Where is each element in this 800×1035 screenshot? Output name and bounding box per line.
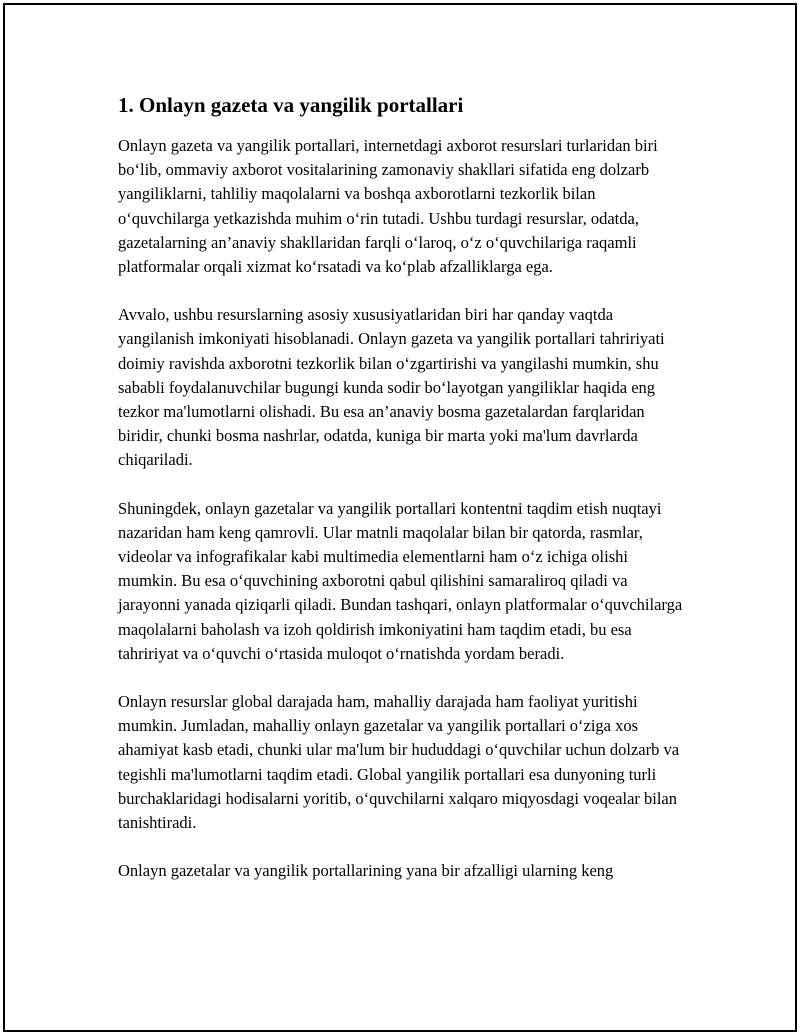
paragraph-advantage: Onlayn gazetalar va yangilik portallarining yana bir afzalligi ularning keng	[118, 861, 614, 881]
document-body	[118, 88, 683, 907]
paragraph-global-local: Onlayn resurslar global darajada ham, mahalliy darajada ham faoliyat yuritishi mumkin. Jumladan, mahalliy onlayn gazetalar va yangilik portallari o‘ziga xos ahamiyat kasb etadi, chunki ular ma'lum bir hududdagi o‘quvchilar uchun dolzarb va tegishli ma'lumotlarni taqdim etadi. Global yangilik portallari esa dunyoning turli burchaklaridagi hodisalarni yoritib, o‘quvchilarni xalqaro miqyosdagi voqealar bilan tanishtiradi.	[118, 692, 680, 833]
paragraph-intro: Onlayn gazeta va yangilik portallari, internetdagi axborot resurslari turlaridan biri bo‘lib, ommaviy axborot vositalarining zamonaviy shakllari sifatida eng dolzarb yangiliklarni, tahliliy maqolalarni va boshqa axborotlarni tezkorlik bilan o‘quvchilarga yetkazishda muhim o‘rin tutadi. Ushbu turdagi resurslar, odatda, gazetalarning an’anaviy shakllaridan farqli o‘laroq, o‘z o‘quvchilariga raqamli platformalar orqali xizmat ko‘rsatadi va ko‘plab afzalliklarga ega.	[118, 136, 658, 277]
section-heading: 1. Onlayn gazeta va yangilik portallari	[118, 93, 464, 117]
paragraph-updates: Avvalo, ushbu resurslarning asosiy xususiyatlaridan biri har qanday vaqtda yangilanish imkoniyati hisoblanadi. Onlayn gazeta va yangilik portallari tahririyati doimiy ravishda axborotni tezkorlik bilan o‘zgartirishi va yangilashi mumkin, shu sababli foydalanuvchilar bugungi kunda sodir bo‘layotgan yangiliklar haqida eng tezkor ma'lumotlarni olishadi. Bu esa an’anaviy bosma gazetalardan farqlaridan biridir, chunki bosma nashrlar, odatda, kuniga bir marta yoki ma'lum davrlarda chiqariladi.	[118, 305, 665, 470]
paragraph-multimedia: Shuningdek, onlayn gazetalar va yangilik portallari kontentni taqdim etish nuqtayi nazaridan ham keng qamrovli. Ular matnli maqolalar bilan bir qatorda, rasmlar, videolar va infografikalar kabi multimedia elementlarni ham o‘z ichiga olishi mumkin. Bu esa o‘quvchining axborotni qabul qilishini samaraliroq qiladi va jarayonni yanada qiziqarli qiladi. Bundan tashqari, onlayn platformalar o‘quvchilarga maqolalarni baholash va izoh qoldirish imkoniyatini ham taqdim etadi, bu esa tahririyat va o‘quvchi o‘rtasida muloqot o‘rnatishda yordam beradi.	[118, 498, 683, 663]
